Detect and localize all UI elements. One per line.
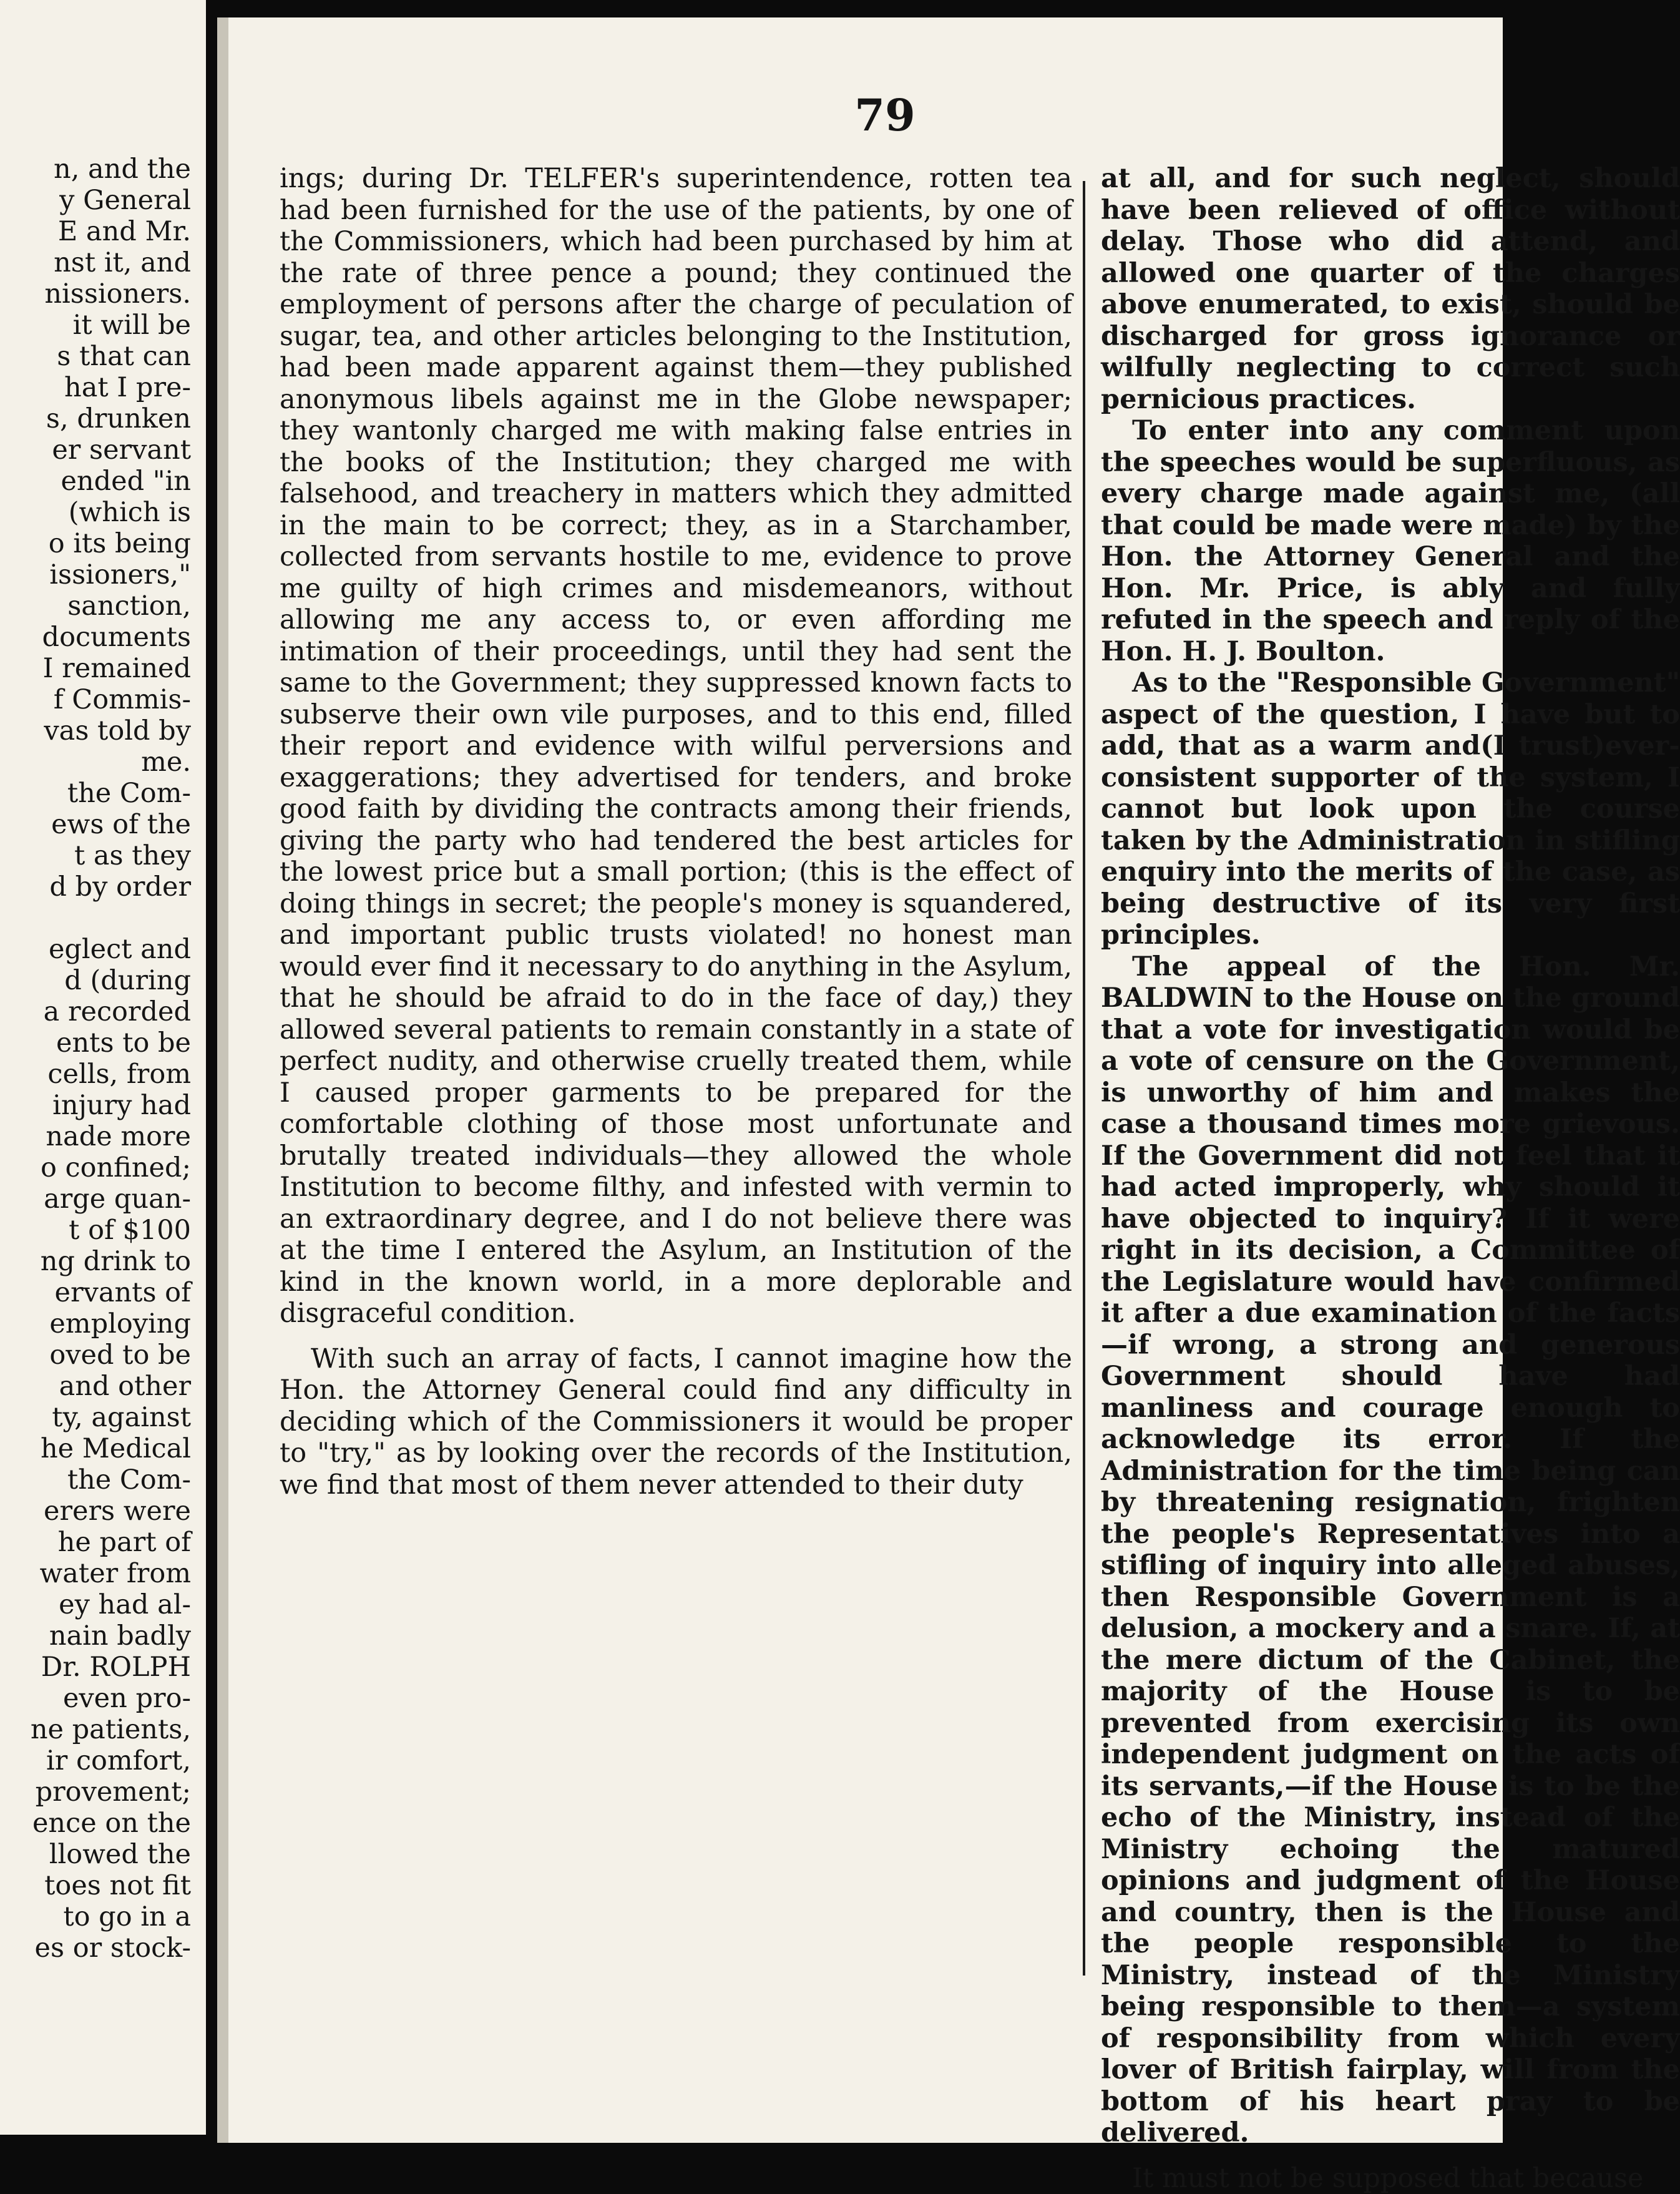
left-page-fragment — [0, 0, 206, 2135]
text-column-right — [1101, 163, 1680, 2194]
left-page-text-column — [4, 154, 191, 1964]
paragraph: It must not be supposed that because — [1101, 2163, 1680, 2194]
page-gutter-shadow — [217, 17, 228, 2143]
page-number: 79 — [847, 89, 922, 141]
paragraph: As to the "Responsible Government" aspect of the question, I have but to add, that as a warm and(I trust)ever-consistent supporter of the system, I cannot but look upon the course taken by the Administration in stifling enquiry into the merits of the case, as being destructive of its very first principles. — [1101, 667, 1680, 951]
paragraph: To enter into any comment upon the speeches would be superfluous, as every charge made against me, (all that could be made were made) by the Hon. the Attorney General and the Hon. Mr. Price, is ably and fully refuted in the speech and reply of the Hon. H. J. Boulton. — [1101, 415, 1680, 667]
paragraph: at all, and for such neglect, should have been relieved of office without delay. Those who did attend, and allowed one quarter of the charges above enumerated, to exist, should be discharged for gross ignorance or wilfully neglecting to correct such pernicious practices. — [1101, 163, 1680, 415]
text-column-left — [280, 163, 1072, 1501]
left-page-fragment-text: n, and the y General E and Mr. nst it, and nissioners. it will be s that can hat I pre- s, drunken er servant ended "in (which is o its being issioners," sanction, documents I remained f Commis- vas told by me. the Com- ews of the t as they d by order eglect and d (during a recorded ents to be cells, from injury had nade more o confined; arge quan- t of $100 ng drink to ervants of employing oved to be and other ty, against he Medical the Com- erers were he part of water from ey had al- nain badly Dr. ROLPH even pro- ne patients, ir comfort, provement; ence on the llowed the toes not fit to go in a es or stock- — [4, 154, 191, 1964]
paragraph: With such an array of facts, I cannot imagine how the Hon. the Attorney General could find any difficulty in deciding which of the Commissioners it would be proper to "try," as by looking over the records of the Institution, we find that most of them never attended to their duty — [280, 1343, 1072, 1501]
main-page — [217, 17, 1503, 2143]
paragraph: ings; during Dr. TELFER's superintendence, rotten tea had been furnished for the use of the patients, by one of the Commissioners, which had been purchased by him at the rate of three pence a pound; they continued the employment of persons after the charge of peculation of sugar, tea, and other articles belonging to the Institution, had been made apparent against them—they published anonymous libels against me in the Globe newspaper; they wantonly charged me with making false entries in the books of the Institution; they charged me with falsehood, and treachery in matters which they admitted in the main to be correct; they, as in a Starchamber, collected from servants hostile to me, evidence to prove me guilty of high crimes and misdemeanors, without allowing me any access to, or even affording me intimation of their proceedings, until they had sent the same to the Government; they suppressed known facts to subserve their own vile purposes, and to this end, filled their report and evidence with wilful perversions and exaggerations; they advertised for tenders, and broke good faith by dividing the contracts among their friends, giving the party who had tendered the best articles for the lowest price but a small portion; (this is the effect of doing things in secret; the people's money is squandered, and important public trusts violated! no honest man would ever find it necessary to do anything in the Asylum, that he should be afraid to do in the face of day,) they allowed several patients to remain constantly in a state of perfect nudity, and otherwise cruelly treated them, while I caused proper garments to be prepared for the comfortable clothing of those most unfortunate and brutally treated individuals—they allowed the whole Institution to become filthy, and infested with vermin to an extraordinary degree, and I do not believe there was at the time I entered the Asylum, an Institution of the kind in the known world, in a more deplorable and disgraceful condition. — [280, 163, 1072, 1330]
paragraph: The appeal of the Hon. Mr. BALDWIN to the House on the ground that a vote for investigation would be a vote of censure on the Government, is unworthy of him and makes the case a thousand times more grievous. If the Government did not feel that it had acted improperly, why should it have objected to inquiry? If it were right in its decision, a Committee of the Legislature would have confirmed it after a due examination of the facts—if wrong, a strong and generous Government should have had manliness and courage enough to acknowledge its error. If the Administration for the time being can by threatening resignation, frighten the people's Representatives into a stifling of inquiry into alleged abuses, then Responsible Government is a delusion, a mockery and a snare. If, at the mere dictum of the Cabinet, the majority of the House is to be prevented from exercising its own independent judgment on the acts of its servants,—if the House is to be the echo of the Ministry, instead of the Ministry echoing the matured opinions and judgment of the House and country, then is the House and the people responsible to the Ministry, instead of the Ministry being responsible to them—a system of responsibility from which every lover of British fairplay, will from the bottom of his heart pray to be delivered. — [1101, 951, 1680, 2149]
column-divider — [1083, 181, 1085, 1976]
